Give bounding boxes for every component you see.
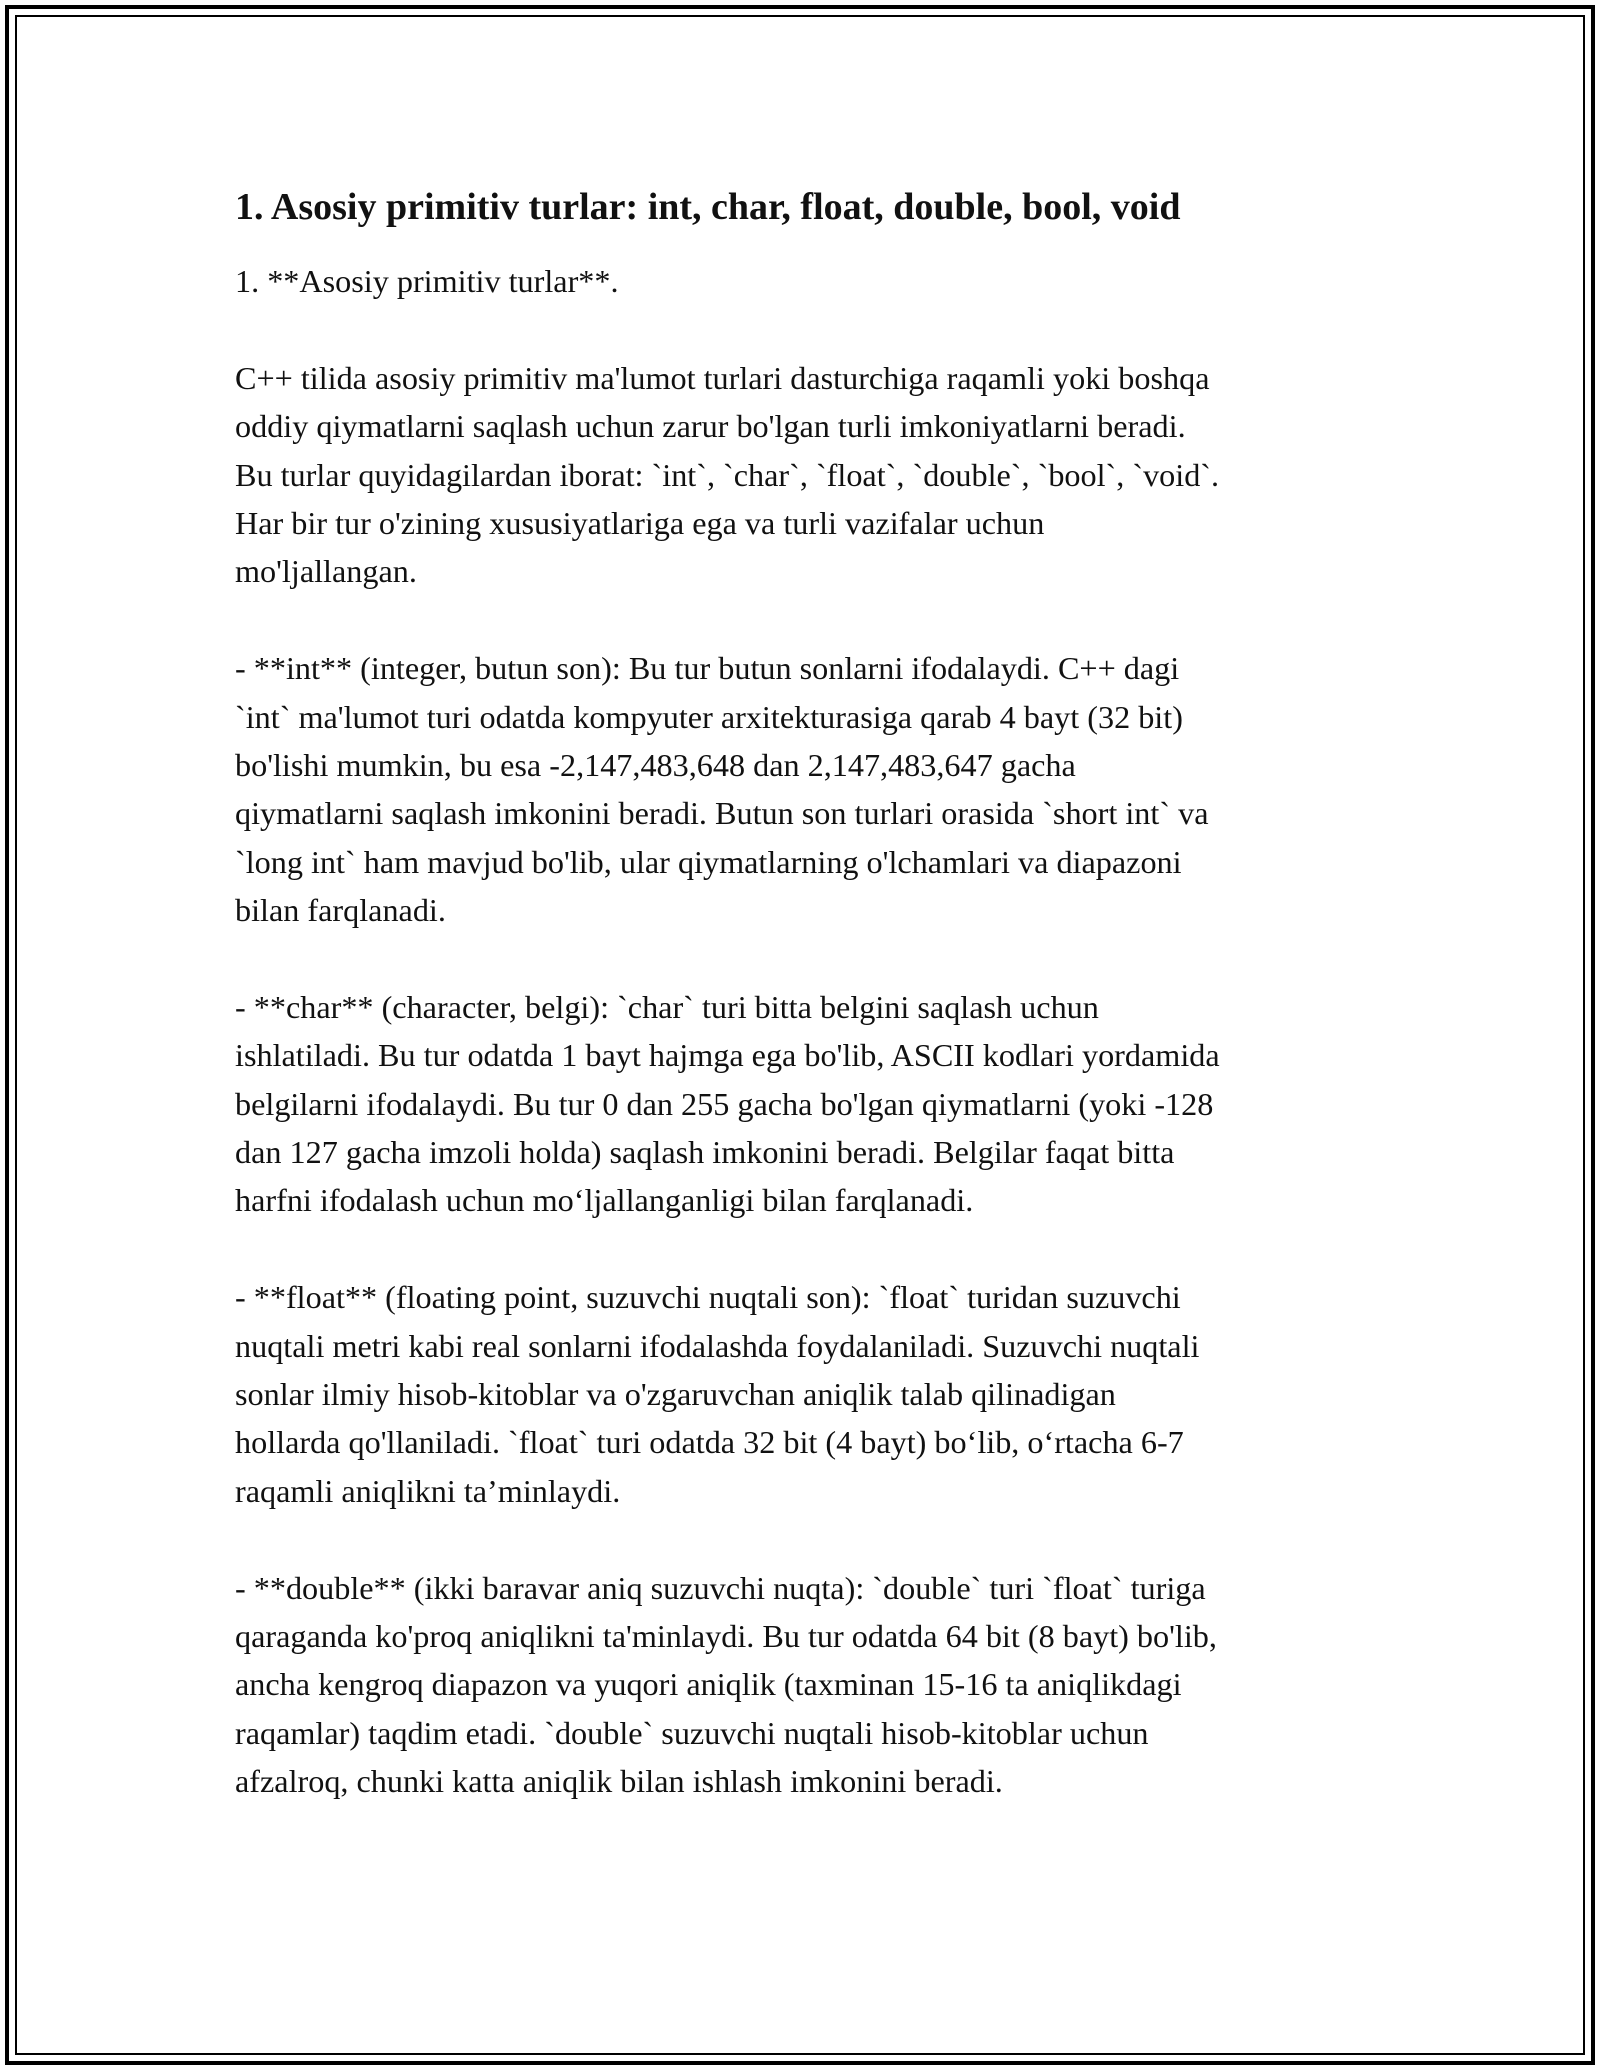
text-line: nuqtali metri kabi real sonlarni ifodalashda foydalaniladi. Suzuvchi nuqtali — [235, 1327, 1200, 1364]
text-line: Har bir tur o'zining xususiyatlariga ega va turli vazifalar uchun — [235, 504, 1045, 541]
text-line: ishlatiladi. Bu tur odatda 1 bayt hajmga ega bo'lib, ASCII kodlari yordamida — [235, 1037, 1220, 1074]
paragraph — [235, 1564, 1375, 1806]
text-line: - **char** (character, belgi): `char` turi bitta belgini saqlash uchun — [235, 988, 1099, 1025]
text-line: `long int` ham mavjud bo'lib, ular qiymatlarning o'lchamlari va diapazoni — [235, 843, 1182, 880]
text-line: - **float** (floating point, suzuvchi nuqtali son): `float` turidan suzuvchi — [235, 1279, 1181, 1316]
text-line: dan 127 gacha imzoli holda) saqlash imkonini beradi. Belgilar faqat bitta — [235, 1134, 1175, 1171]
text-line: bilan farqlanadi. — [235, 892, 446, 929]
text-line: - **int** (integer, butun son): Bu tur butun sonlarni ifodalaydi. C++ dagi — [235, 650, 1180, 687]
text-line: qiymatlarni saqlash imkonini beradi. Butun son turlari orasida `short int` va — [235, 795, 1209, 832]
paragraph — [235, 257, 1375, 305]
text-line: 1. **Asosiy primitiv turlar**. — [235, 263, 619, 299]
document-content — [235, 183, 1375, 1854]
text-line: belgilarni ifodalaydi. Bu tur 0 dan 255 gacha bo'lgan qiymatlarni (yoki -128 — [235, 1085, 1214, 1122]
text-line: ancha kengroq diapazon va yuqori aniqlik (taxminan 15-16 ta aniqlikdagi — [235, 1666, 1182, 1703]
text-line: qaraganda ko'proq aniqlikni ta'minlaydi. Bu tur odatda 64 bit (8 bayt) bo'lib, — [235, 1617, 1217, 1654]
text-line: afzalroq, chunki katta aniqlik bilan ishlash imkonini beradi. — [235, 1763, 1003, 1800]
text-line: raqamli aniqlikni ta’minlaydi. — [235, 1472, 621, 1509]
paragraph — [235, 644, 1375, 934]
paragraph-list — [235, 257, 1375, 1806]
text-line: mo'ljallangan. — [235, 553, 417, 590]
text-line: bo'lishi mumkin, bu esa -2,147,483,648 dan 2,147,483,647 gacha — [235, 746, 1076, 783]
text-line: Bu turlar quyidagilardan iborat: `int`, `char`, `float`, `double`, `bool`, `void`. — [235, 456, 1220, 493]
section-heading: 1. Asosiy primitiv turlar: int, char, float, double, bool, void — [235, 186, 1181, 228]
text-line: C++ tilida asosiy primitiv ma'lumot turlari dasturchiga raqamli yoki boshqa — [235, 359, 1210, 396]
text-line: oddiy qiymatlarni saqlash uchun zarur bo'lgan turli imkoniyatlarni beradi. — [235, 408, 1186, 445]
text-line: - **double** (ikki baravar aniq suzuvchi nuqta): `double` turi `float` turiga — [235, 1569, 1206, 1606]
text-line: `int` ma'lumot turi odatda kompyuter arxitekturasiga qarab 4 bayt (32 bit) — [235, 698, 1183, 735]
paragraph — [235, 1273, 1375, 1515]
text-line: sonlar ilmiy hisob-kitoblar va o'zgaruvchan aniqlik talab qilinadigan — [235, 1375, 1116, 1412]
paragraph — [235, 983, 1375, 1225]
paragraph — [235, 354, 1375, 596]
text-line: hollarda qo'llaniladi. `float` turi odatda 32 bit (4 bayt) bo‘lib, o‘rtacha 6-7 — [235, 1424, 1184, 1461]
text-line: harfni ifodalash uchun mo‘ljallanganligi bilan farqlanadi. — [235, 1182, 974, 1219]
text-line: raqamlar) taqdim etadi. `double` suzuvchi nuqtali hisob-kitoblar uchun — [235, 1714, 1149, 1751]
